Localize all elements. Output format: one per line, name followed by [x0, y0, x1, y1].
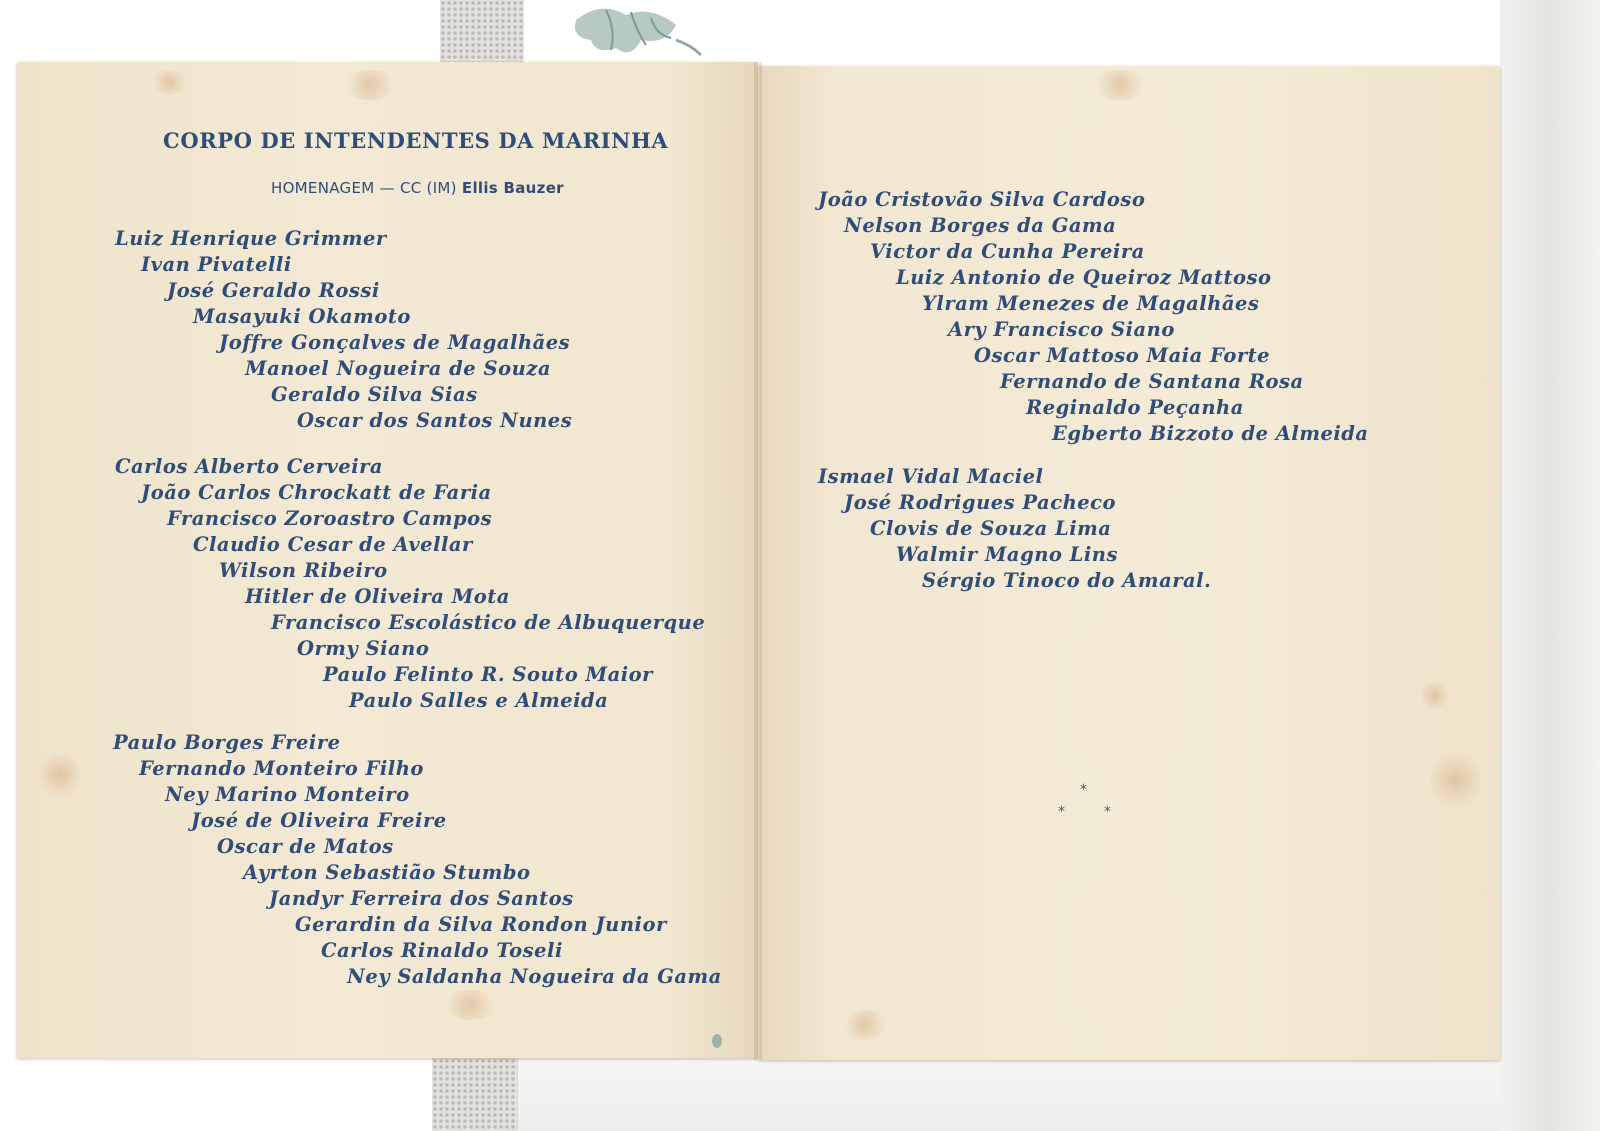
- honoree-name: Paulo Borges Freire: [113, 731, 341, 754]
- honoree-name: José Rodrigues Pacheco: [844, 491, 1117, 514]
- foxing-stain: [1090, 70, 1150, 100]
- dedication-rank: CC (IM): [399, 179, 457, 197]
- honoree-name: Wilson Ribeiro: [219, 559, 388, 582]
- honoree-name: Walmir Magno Lins: [896, 543, 1118, 566]
- honoree-name: Francisco Zoroastro Campos: [167, 507, 493, 530]
- honoree-name: Victor da Cunha Pereira: [870, 240, 1145, 263]
- honoree-name: Ormy Siano: [297, 637, 430, 660]
- honoree-name: Manoel Nogueira de Souza: [245, 357, 551, 380]
- honoree-name: João Carlos Chrockatt de Faria: [141, 481, 492, 504]
- asterisk-icon: *: [1104, 804, 1111, 820]
- honoree-name: Joffre Gonçalves de Magalhães: [219, 331, 571, 354]
- honoree-name: Oscar Mattoso Maia Forte: [974, 344, 1271, 367]
- honoree-name: Oscar de Matos: [217, 835, 394, 858]
- honoree-name: Carlos Alberto Cerveira: [115, 455, 384, 478]
- foxing-stain: [1430, 750, 1480, 810]
- honoree-name: Ney Marino Monteiro: [165, 783, 410, 806]
- honoree-name: José Geraldo Rossi: [167, 279, 380, 302]
- scan-background-edge: [1500, 0, 1600, 1131]
- honoree-name: Hitler de Oliveira Mota: [245, 585, 510, 608]
- foxing-stain: [40, 750, 80, 800]
- scan-background-bottom: [518, 1052, 1500, 1131]
- honoree-name: Paulo Salles e Almeida: [349, 689, 609, 712]
- honoree-name: Clovis de Souza Lima: [870, 517, 1112, 540]
- dedication-line: [271, 179, 564, 197]
- honoree-name: Oscar dos Santos Nunes: [297, 409, 573, 432]
- dedication-prefix: HOMENAGEM: [271, 179, 375, 197]
- foxing-stain: [440, 990, 500, 1020]
- honoree-name: Jandyr Ferreira dos Santos: [269, 887, 574, 910]
- honoree-name: Ney Saldanha Nogueira da Gama: [347, 965, 722, 988]
- honoree-name: José de Oliveira Freire: [191, 809, 447, 832]
- foxing-stain: [150, 70, 190, 95]
- honoree-name: Fernando Monteiro Filho: [139, 757, 424, 780]
- book-spine: [754, 62, 762, 1060]
- honoree-name: Nelson Borges da Gama: [844, 214, 1117, 237]
- ornament-asterisks: [1058, 782, 1130, 822]
- honoree-name: Ismael Vidal Maciel: [818, 465, 1044, 488]
- tassel-icon: [556, 0, 706, 70]
- honoree-name: Ivan Pivatelli: [141, 253, 292, 276]
- honoree-name: Reginaldo Peçanha: [1026, 396, 1244, 419]
- honoree-name: Francisco Escolástico de Albuquerque: [271, 611, 706, 634]
- honoree-name: Carlos Rinaldo Toseli: [321, 939, 563, 962]
- honoree-name: Luiz Antonio de Queiroz Mattoso: [896, 266, 1272, 289]
- dedication-honoree: Ellis Bauzer: [461, 179, 564, 197]
- asterisk-icon: *: [1058, 804, 1065, 820]
- honoree-name: Ary Francisco Siano: [948, 318, 1175, 341]
- honoree-name: Geraldo Silva Sias: [271, 383, 478, 406]
- honoree-name: João Cristovão Silva Cardoso: [818, 188, 1146, 211]
- honoree-name: Fernando de Santana Rosa: [1000, 370, 1304, 393]
- honoree-name: Masayuki Okamoto: [193, 305, 411, 328]
- foxing-stain: [340, 70, 400, 100]
- honoree-name: Paulo Felinto R. Souto Maior: [323, 663, 653, 686]
- lace-bookmark-bottom: [432, 1052, 518, 1131]
- dedication-dash: —: [379, 179, 395, 197]
- honoree-name: Claudio Cesar de Avellar: [193, 533, 473, 556]
- foxing-stain: [1420, 680, 1450, 710]
- lace-bookmark-top: [440, 0, 524, 70]
- asterisk-icon: *: [1080, 782, 1087, 798]
- honoree-name: Ayrton Sebastião Stumbo: [243, 861, 531, 884]
- honoree-name: Sérgio Tinoco do Amaral.: [922, 569, 1212, 592]
- honoree-name: Egberto Bizzoto de Almeida: [1052, 422, 1369, 445]
- binding-thread: [712, 1034, 722, 1048]
- page-title: CORPO DE INTENDENTES DA MARINHA: [163, 128, 669, 153]
- honoree-name: Ylram Menezes de Magalhães: [922, 292, 1260, 315]
- foxing-stain: [840, 1010, 890, 1040]
- honoree-name: Luiz Henrique Grimmer: [115, 227, 387, 250]
- honoree-name: Gerardin da Silva Rondon Junior: [295, 913, 667, 936]
